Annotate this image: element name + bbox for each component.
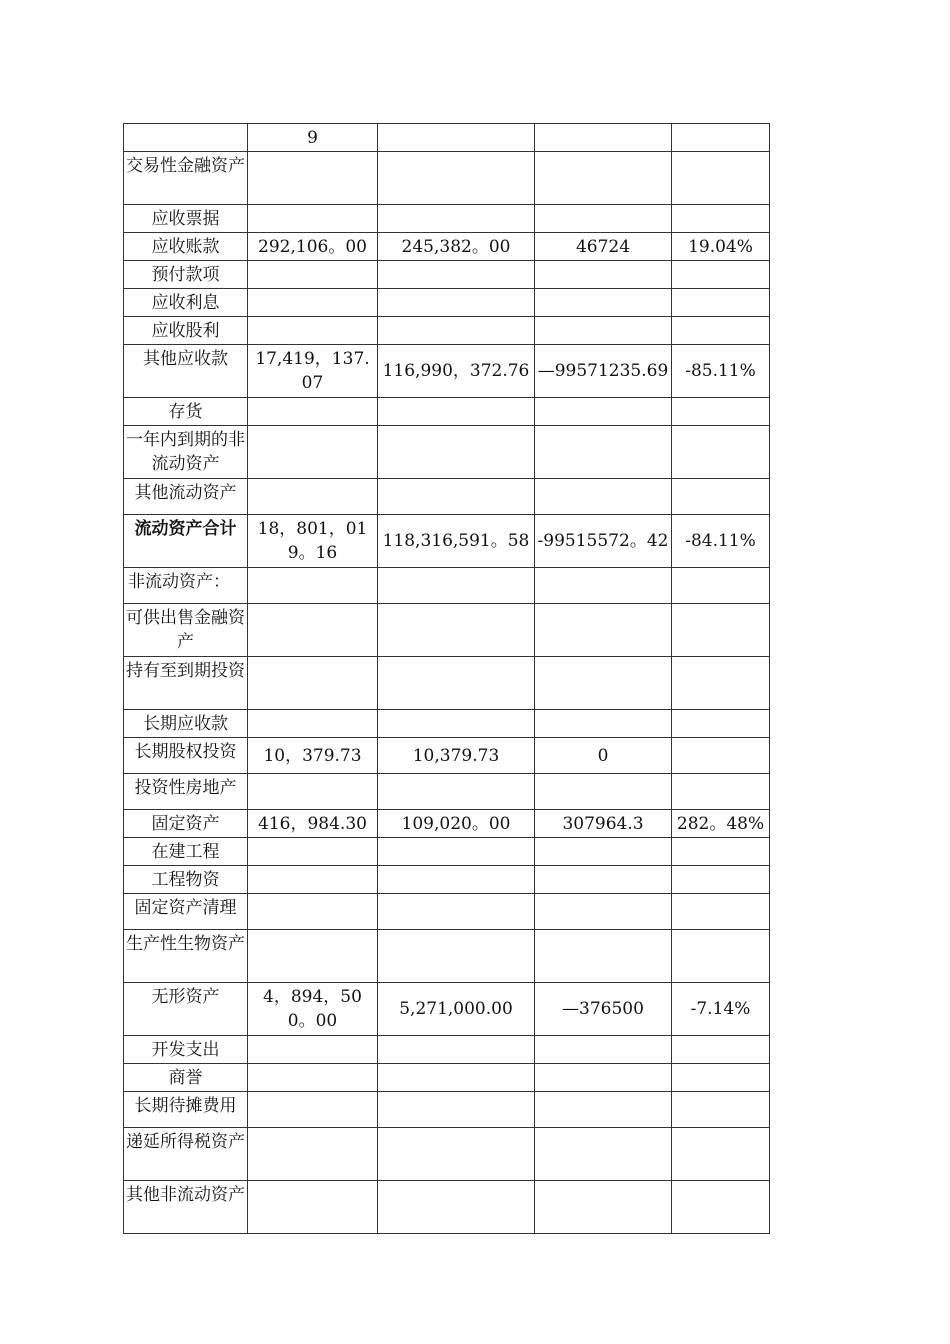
current-period-cell bbox=[248, 1128, 378, 1181]
change-amount-cell bbox=[535, 317, 672, 345]
prior-period-cell: 5,271,000.00 bbox=[378, 983, 535, 1036]
table-row bbox=[124, 866, 770, 894]
row-label-cell: 存货 bbox=[124, 398, 248, 426]
change-amount-cell bbox=[535, 774, 672, 810]
prior-period-cell bbox=[378, 124, 535, 152]
table-row bbox=[124, 426, 770, 479]
change-amount-cell bbox=[535, 1092, 672, 1128]
change-percent-cell bbox=[672, 261, 770, 289]
change-amount-cell bbox=[535, 479, 672, 515]
change-amount-cell bbox=[535, 426, 672, 479]
change-amount-cell bbox=[535, 1128, 672, 1181]
prior-period-cell bbox=[378, 838, 535, 866]
current-period-cell bbox=[248, 866, 378, 894]
change-percent-cell bbox=[672, 774, 770, 810]
prior-period-cell: 10,379.73 bbox=[378, 738, 535, 774]
table-row bbox=[124, 317, 770, 345]
table-row bbox=[124, 515, 770, 568]
change-amount-cell: 0 bbox=[535, 738, 672, 774]
table-row bbox=[124, 124, 770, 152]
current-period-cell bbox=[248, 479, 378, 515]
prior-period-cell bbox=[378, 289, 535, 317]
table-row bbox=[124, 1064, 770, 1092]
change-amount-cell bbox=[535, 657, 672, 710]
prior-period-cell bbox=[378, 568, 535, 604]
table-row bbox=[124, 233, 770, 261]
change-amount-cell bbox=[535, 930, 672, 983]
prior-period-cell bbox=[378, 710, 535, 738]
row-label-cell: 无形资产 bbox=[124, 983, 248, 1036]
change-percent-cell: -7.14% bbox=[672, 983, 770, 1036]
row-label-cell: 其他非流动资产 bbox=[124, 1181, 248, 1234]
table-row bbox=[124, 205, 770, 233]
table-row bbox=[124, 1092, 770, 1128]
row-label-cell: 工程物资 bbox=[124, 866, 248, 894]
row-label-cell: 交易性金融资产 bbox=[124, 152, 248, 205]
current-period-cell bbox=[248, 152, 378, 205]
prior-period-cell bbox=[378, 894, 535, 930]
current-period-cell bbox=[248, 1036, 378, 1064]
change-amount-cell bbox=[535, 398, 672, 426]
change-percent-cell bbox=[672, 1181, 770, 1234]
table-row bbox=[124, 568, 770, 604]
current-period-cell bbox=[248, 1181, 378, 1234]
current-period-cell bbox=[248, 930, 378, 983]
current-period-cell: 416，984.30 bbox=[248, 810, 378, 838]
change-percent-cell: -85.11% bbox=[672, 345, 770, 398]
prior-period-cell bbox=[378, 1181, 535, 1234]
row-label-cell: 在建工程 bbox=[124, 838, 248, 866]
row-label-cell: 应收利息 bbox=[124, 289, 248, 317]
change-percent-cell bbox=[672, 1092, 770, 1128]
change-amount-cell bbox=[535, 205, 672, 233]
prior-period-cell bbox=[378, 1064, 535, 1092]
prior-period-cell bbox=[378, 866, 535, 894]
change-amount-cell bbox=[535, 261, 672, 289]
current-period-cell bbox=[248, 710, 378, 738]
row-label-cell: 预付款项 bbox=[124, 261, 248, 289]
change-percent-cell: 19.04% bbox=[672, 233, 770, 261]
current-period-cell: 18，801，019。16 bbox=[248, 515, 378, 568]
prior-period-cell: 109,020。00 bbox=[378, 810, 535, 838]
change-amount-cell bbox=[535, 289, 672, 317]
row-label-cell: 应收账款 bbox=[124, 233, 248, 261]
prior-period-cell bbox=[378, 261, 535, 289]
row-label-cell: 长期应收款 bbox=[124, 710, 248, 738]
row-label-cell: 生产性生物资产 bbox=[124, 930, 248, 983]
current-period-cell: 4，894，500。00 bbox=[248, 983, 378, 1036]
current-period-cell bbox=[248, 398, 378, 426]
change-amount-cell: —99571235.69 bbox=[535, 345, 672, 398]
change-amount-cell bbox=[535, 710, 672, 738]
change-amount-cell bbox=[535, 894, 672, 930]
table-row bbox=[124, 1181, 770, 1234]
change-percent-cell: -84.11% bbox=[672, 515, 770, 568]
change-amount-cell bbox=[535, 1036, 672, 1064]
prior-period-cell bbox=[378, 774, 535, 810]
change-percent-cell bbox=[672, 1036, 770, 1064]
row-label-cell: 其他应收款 bbox=[124, 345, 248, 398]
table-row bbox=[124, 1128, 770, 1181]
prior-period-cell bbox=[378, 657, 535, 710]
prior-period-cell bbox=[378, 152, 535, 205]
balance-sheet-table bbox=[123, 123, 770, 1234]
change-percent-cell bbox=[672, 930, 770, 983]
current-period-cell bbox=[248, 568, 378, 604]
table-row bbox=[124, 261, 770, 289]
change-percent-cell bbox=[672, 894, 770, 930]
table-row bbox=[124, 710, 770, 738]
change-percent-cell bbox=[672, 866, 770, 894]
table-row bbox=[124, 345, 770, 398]
change-percent-cell bbox=[672, 568, 770, 604]
row-label-cell: 应收股利 bbox=[124, 317, 248, 345]
change-percent-cell bbox=[672, 398, 770, 426]
change-amount-cell bbox=[535, 124, 672, 152]
table-row bbox=[124, 657, 770, 710]
row-label-cell bbox=[124, 124, 248, 152]
change-percent-cell bbox=[672, 604, 770, 657]
row-label-cell: 持有至到期投资 bbox=[124, 657, 248, 710]
current-period-cell bbox=[248, 838, 378, 866]
table-row bbox=[124, 810, 770, 838]
change-percent-cell bbox=[672, 738, 770, 774]
table-row bbox=[124, 289, 770, 317]
row-label-cell: 可供出售金融资产 bbox=[124, 604, 248, 657]
prior-period-cell: 116,990，372.76 bbox=[378, 345, 535, 398]
change-amount-cell: 307964.3 bbox=[535, 810, 672, 838]
change-percent-cell bbox=[672, 317, 770, 345]
change-percent-cell bbox=[672, 838, 770, 866]
change-percent-cell bbox=[672, 124, 770, 152]
change-percent-cell bbox=[672, 289, 770, 317]
table-row bbox=[124, 398, 770, 426]
table-row bbox=[124, 604, 770, 657]
table-row bbox=[124, 983, 770, 1036]
change-percent-cell: 282。48% bbox=[672, 810, 770, 838]
prior-period-cell bbox=[378, 479, 535, 515]
change-percent-cell bbox=[672, 152, 770, 205]
row-label-cell: 开发支出 bbox=[124, 1036, 248, 1064]
change-amount-cell bbox=[535, 568, 672, 604]
change-amount-cell: -99515572。42 bbox=[535, 515, 672, 568]
current-period-cell bbox=[248, 894, 378, 930]
change-amount-cell: —376500 bbox=[535, 983, 672, 1036]
change-amount-cell bbox=[535, 604, 672, 657]
table-row bbox=[124, 894, 770, 930]
row-label-cell: 流动资产合计 bbox=[124, 515, 248, 568]
balance-sheet-body bbox=[124, 124, 770, 1234]
prior-period-cell bbox=[378, 426, 535, 479]
prior-period-cell: 245,382。00 bbox=[378, 233, 535, 261]
row-label-cell: 长期股权投资 bbox=[124, 738, 248, 774]
table-row bbox=[124, 930, 770, 983]
table-row bbox=[124, 738, 770, 774]
current-period-cell bbox=[248, 317, 378, 345]
change-amount-cell bbox=[535, 152, 672, 205]
current-period-cell bbox=[248, 1064, 378, 1092]
change-percent-cell bbox=[672, 1064, 770, 1092]
current-period-cell bbox=[248, 1092, 378, 1128]
current-period-cell bbox=[248, 604, 378, 657]
row-label-cell: 其他流动资产 bbox=[124, 479, 248, 515]
current-period-cell: 17,419，137.07 bbox=[248, 345, 378, 398]
current-period-cell bbox=[248, 774, 378, 810]
row-label-cell: 投资性房地产 bbox=[124, 774, 248, 810]
change-percent-cell bbox=[672, 657, 770, 710]
row-label-cell: 固定资产清理 bbox=[124, 894, 248, 930]
change-percent-cell bbox=[672, 205, 770, 233]
current-period-cell bbox=[248, 289, 378, 317]
table-row bbox=[124, 1036, 770, 1064]
current-period-cell: 9 bbox=[248, 124, 378, 152]
prior-period-cell bbox=[378, 1128, 535, 1181]
prior-period-cell bbox=[378, 398, 535, 426]
prior-period-cell bbox=[378, 205, 535, 233]
current-period-cell bbox=[248, 205, 378, 233]
prior-period-cell bbox=[378, 604, 535, 657]
change-amount-cell bbox=[535, 866, 672, 894]
row-label-cell: 一年内到期的非流动资产 bbox=[124, 426, 248, 479]
row-label-cell: 递延所得税资产 bbox=[124, 1128, 248, 1181]
change-amount-cell bbox=[535, 1064, 672, 1092]
row-label-cell: 长期待摊费用 bbox=[124, 1092, 248, 1128]
prior-period-cell bbox=[378, 317, 535, 345]
table-row bbox=[124, 152, 770, 205]
change-amount-cell bbox=[535, 838, 672, 866]
change-percent-cell bbox=[672, 1128, 770, 1181]
change-percent-cell bbox=[672, 426, 770, 479]
prior-period-cell bbox=[378, 930, 535, 983]
row-label-cell: 非流动资产： bbox=[124, 568, 248, 604]
current-period-cell bbox=[248, 426, 378, 479]
row-label-cell: 固定资产 bbox=[124, 810, 248, 838]
change-amount-cell: 46724 bbox=[535, 233, 672, 261]
row-label-cell: 应收票据 bbox=[124, 205, 248, 233]
change-percent-cell bbox=[672, 710, 770, 738]
prior-period-cell bbox=[378, 1036, 535, 1064]
prior-period-cell bbox=[378, 1092, 535, 1128]
table-row bbox=[124, 479, 770, 515]
change-amount-cell bbox=[535, 1181, 672, 1234]
prior-period-cell: 118,316,591。58 bbox=[378, 515, 535, 568]
current-period-cell: 292,106。00 bbox=[248, 233, 378, 261]
table-row bbox=[124, 838, 770, 866]
current-period-cell bbox=[248, 657, 378, 710]
current-period-cell: 10，379.73 bbox=[248, 738, 378, 774]
row-label-cell: 商誉 bbox=[124, 1064, 248, 1092]
table-row bbox=[124, 774, 770, 810]
current-period-cell bbox=[248, 261, 378, 289]
change-percent-cell bbox=[672, 479, 770, 515]
